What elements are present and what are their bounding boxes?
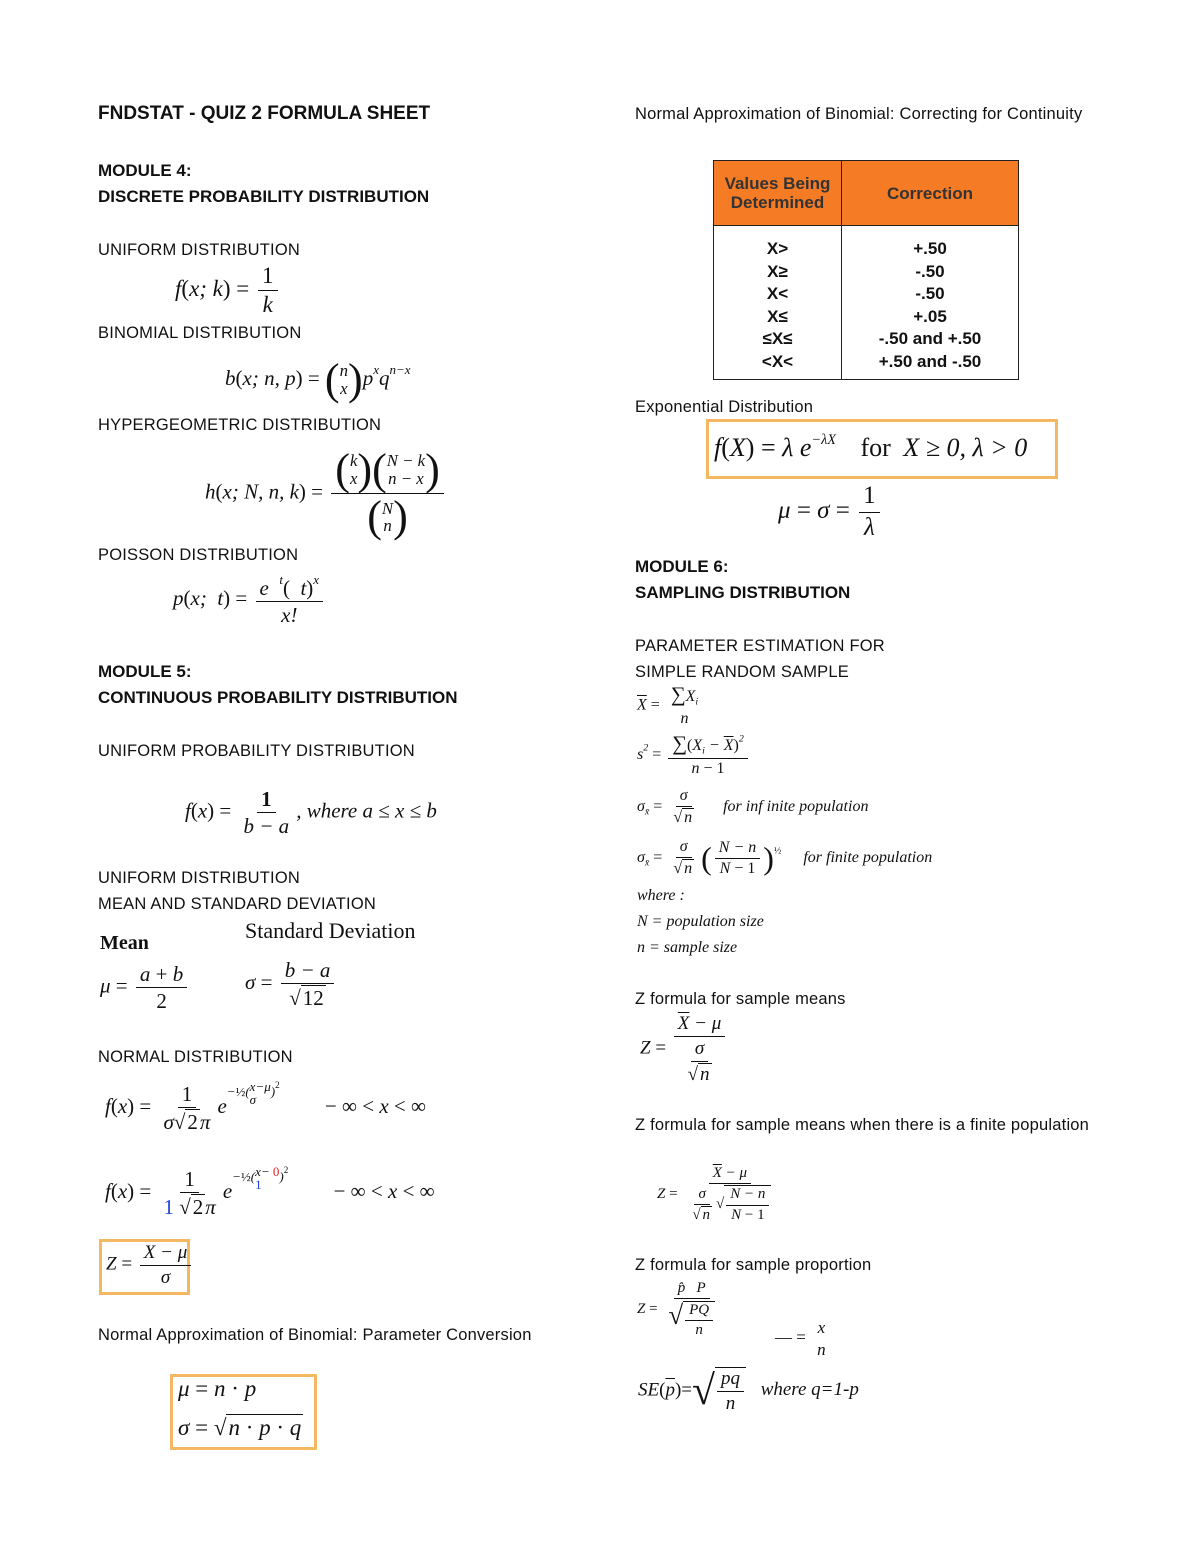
table-cell: +.50 and -.50 xyxy=(878,351,982,371)
proportion-estimate-formula: — = x n xyxy=(775,1318,826,1359)
table-cell: X> xyxy=(766,239,789,258)
table-cell: -.50 xyxy=(915,284,945,303)
mean-label: Mean xyxy=(100,932,149,954)
z-finite-means-label: Z formula for sample means when there is a finite population xyxy=(635,1116,1090,1134)
uniform-pmf-formula: f(x; k) = $\frac{1}{k}$ xyxy=(175,263,281,319)
continuity-correction-table xyxy=(713,160,1019,380)
poisson-formula: p(x; t) = $\frac{e ^t( t)^x}{x!}$ xyxy=(173,573,326,627)
uniform-mean-formula: μ = $\frac{a + b}{2}$ xyxy=(100,962,190,1013)
poisson-label: POISSON DISTRIBUTION xyxy=(98,546,299,564)
uniform-sd-formula: σ = $\frac{b - a}{√12}$ xyxy=(245,958,337,1010)
exponential-for-text: for xyxy=(860,433,891,463)
population-size-definition: N = population size xyxy=(637,913,764,930)
uniform-pdf-formula: f(x) = $\frac{1}{b - a}$ , where a ≤ x ≤ b xyxy=(185,787,437,839)
sample-variance-formula: $s^2$ = $\frac{\sum(X_i - \overline{X})^2}{n - 1}$ xyxy=(637,732,751,778)
standard-normal-formula: f(x) = $\frac{1}{1 √2\pi}$ $e^{-\frac{1}{2}( x- 0 1 )^2}$ − ∞ < x < ∞ xyxy=(105,1164,435,1220)
module4-subheading: DISCRETE PROBABILITY DISTRIBUTION xyxy=(98,187,430,206)
table-cell: +.50 xyxy=(913,239,947,258)
z-score-formula: Z = $\frac{X - \mu}{\sigma}$ xyxy=(106,1242,194,1289)
table-cell: X≥ xyxy=(767,261,788,281)
uniform-probability-label: UNIFORM PROBABILITY DISTRIBUTION xyxy=(98,742,415,760)
sample-mean-formula: $\overline{X}$ = $\sum X_i$ n xyxy=(637,683,699,727)
module6-subheading: SAMPLING DISTRIBUTION xyxy=(635,583,851,602)
sample-size-definition: n = sample size xyxy=(637,939,738,956)
page-title: FNDSTAT - QUIZ 2 FORMULA SHEET xyxy=(98,103,431,124)
z-finite-means-formula: Z = $\overline{X} - \mu$ $\frac{\sigma}{√ n}$ √ $\frac{N - n}{N - 1}$ xyxy=(657,1165,778,1224)
table-cell: <X< xyxy=(761,351,794,371)
exponential-formula: f(X) = λ $e^{-\lambda X}$ for X ≥ 0, λ > 0 xyxy=(714,432,1028,463)
z-proportion-formula: Z = p̂ P √ $\frac{PQ}{n}$ xyxy=(637,1280,722,1340)
module5-subheading: CONTINUOUS PROBABILITY DISTRIBUTION xyxy=(98,688,458,707)
binomial-distribution-label: BINOMIAL DISTRIBUTION xyxy=(98,324,302,342)
uniform-distribution-label: UNIFORM DISTRIBUTION xyxy=(98,241,300,259)
table-cell: +.05 xyxy=(913,306,947,326)
table-cell: X≤ xyxy=(767,306,788,326)
binomial-formula: b(x; n, p) = ( n x ) $p^xq^{n-x}$ xyxy=(225,355,411,404)
continuity-correction-label: Normal Approximation of Binomial: Correcting for Continuity xyxy=(635,105,1083,123)
standard-error-finite-formula: $\sigma_{x̄}$ = $\frac{\sigma}{√ n}$ ( $\frac{N - n}{N - 1}$ )$^{\frac{1}{2}}$ for finite population xyxy=(637,838,933,878)
se-where-note: where q=1-p xyxy=(760,1379,859,1401)
module4-heading: MODULE 4: xyxy=(98,161,192,180)
parameter-estimation-label-1: PARAMETER ESTIMATION FOR xyxy=(635,637,885,655)
exponential-condition: X ≥ 0, λ > 0 xyxy=(903,433,1028,463)
module6-heading: MODULE 6: xyxy=(635,557,729,576)
parameter-conversion-label: Normal Approximation of Binomial: Parameter Conversion xyxy=(98,1326,532,1344)
exponential-label: Exponential Distribution xyxy=(635,398,814,416)
uniform-ms-label-2: MEAN AND STANDARD DEVIATION xyxy=(98,895,376,913)
where-label: where : xyxy=(637,887,685,904)
normal-distribution-label: NORMAL DISTRIBUTION xyxy=(98,1048,293,1066)
sd-label: Standard Deviation xyxy=(245,918,416,943)
z-sample-means-formula: Z = $\frac{\overline{X} - \mu}{\frac{\sigma}{√ n}}$ xyxy=(640,1013,728,1086)
hypergeometric-label: HYPERGEOMETRIC DISTRIBUTION xyxy=(98,416,382,434)
uniform-ms-label-1: UNIFORM DISTRIBUTION xyxy=(98,869,300,887)
table-corrections-column xyxy=(842,226,1019,380)
exponential-mean-formula: μ = σ = $\frac{1}{\lambda}$ xyxy=(778,482,883,543)
table-cell: ≤X≤ xyxy=(762,329,793,348)
table-values-column xyxy=(714,226,842,380)
parameter-estimation-label-2: SIMPLE RANDOM SAMPLE xyxy=(635,663,849,681)
z-sample-means-label: Z formula for sample means xyxy=(635,990,846,1008)
table-cell: X< xyxy=(766,284,789,303)
binomial-sd-formula: σ = √n · p · q xyxy=(178,1415,302,1440)
standard-error-infinite-formula: $\sigma_{x̄}$ = $\frac{\sigma}{√ n}$ for inf inite population xyxy=(637,787,869,827)
table-cell: -.50 and +.50 xyxy=(878,329,982,348)
table-cell: -.50 xyxy=(915,261,945,281)
table-header-correction: Correction xyxy=(842,161,1019,226)
normal-pdf-formula: f(x) = $\frac{1}{\sigma√2\pi}$ $e^{-\frac{1}{2}( x-\mu \sigma )^2}$ − ∞ < x < ∞ xyxy=(105,1079,426,1135)
finite-population-note: for finite population xyxy=(803,849,933,867)
binomial-mean-formula: μ = n · p xyxy=(178,1376,257,1401)
standard-error-proportion-formula: $SE(\overline{p})=√$ $\frac{pq}{n}$ where q=1-p xyxy=(638,1368,859,1414)
infinite-population-note: for inf inite population xyxy=(723,798,869,816)
table-header-values: Values Being Determined xyxy=(714,161,842,226)
hypergeometric-formula: h(x; N, n, k) = ( k x ) ( N − k n − x ) ( N n ) xyxy=(205,448,447,539)
z-proportion-label: Z formula for sample proportion xyxy=(635,1256,872,1274)
module5-heading: MODULE 5: xyxy=(98,662,192,681)
